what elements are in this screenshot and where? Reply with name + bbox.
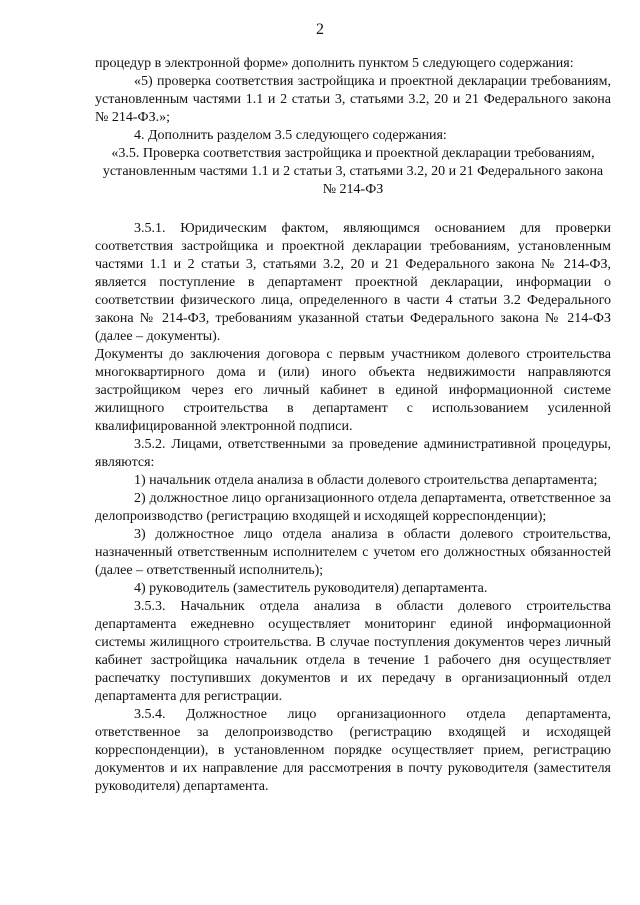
paragraph-continuation: процедур в электронной форме» дополнить пунктом 5 следующего содержания: (95, 56, 574, 71)
list-item-1: 1) начальник отдела анализа в области долевого строительства департамента; (134, 473, 598, 488)
document-body (95, 55, 611, 796)
paragraph-documents: Документы до заключения договора с первым участником долевого строительства многоквартирного дома и (или) иного объекта недвижимости направляются застройщиком через его личный кабинет в единой информационной системе жилищного строительства в департамент с использованием усиленной квалифицированной электронной подписи. (95, 347, 611, 434)
list-item-2: 2) должностное лицо организационного отдела департамента, ответственное за делопроизводство (регистрацию входящей и исходящей корреспонденции); (95, 491, 611, 524)
page-number: 2 (316, 21, 324, 38)
spacer (95, 199, 611, 220)
list-item-4: 4) руководитель (заместитель руководителя) департамента. (134, 581, 488, 596)
list-item-3: 3) должностное лицо отдела анализа в области долевого строительства, назначенный ответственным исполнителем с учетом его должностных обязанностей (далее – ответственный исполнитель); (95, 527, 611, 578)
paragraph-3-5-2: 3.5.2. Лицами, ответственными за проведение административной процедуры, являются: (95, 437, 611, 470)
paragraph-amendment-4: 4. Дополнить разделом 3.5 следующего содержания: (134, 128, 447, 143)
paragraph-3-5-3: 3.5.3. Начальник отдела анализа в области долевого строительства департамента ежедневно осуществляет мониторинг единой информационной системы жилищного строительства. В случае поступления документов через личный кабинет застройщика начальник отдела в течение 1 рабочего дня осуществляет распечатку поступивших документов и их передачу в организационный отдел департамента для регистрации. (95, 599, 611, 704)
paragraph-item-5: «5) проверка соответствия застройщика и проектной декларации требованиям, установленным частями 1.1 и 2 статьи 3, статьями 3.2, 20 и 21 Федерального закона № 214-ФЗ.»; (95, 74, 611, 125)
paragraph-3-5-4: 3.5.4. Должностное лицо организационного отдела департамента, ответственное за делопроизводство (регистрацию входящей и исходящей корреспонденции), в установленном порядке осуществляет прием, регистрацию документов и их направление для рассмотрения в почту руководителя (заместителя руководителя) департамента. (95, 707, 611, 794)
paragraph-3-5-1: 3.5.1. Юридическим фактом, являющимся основанием для проверки соответствия застройщика и проектной декларации требованиям, установленным частями 1.1 и 2 статьи 3, статьями 3.2, 20 и 21 Федерального закона № 214-ФЗ, является поступление в департамент проектной декларации, информации о соответствии физического лица, определенного в части 4 статьи 3.2 Федерального закона № 214-ФЗ, требованиям указанной статьи Федерального закона № 214-ФЗ (далее – документы). (95, 221, 611, 344)
section-heading-3-5: «3.5. Проверка соответствия застройщика и проектной декларации требованиям, установленным частями 1.1 и 2 статьи 3, статьями 3.2, 20 и 21 Федерального закона № 214-ФЗ (102, 146, 604, 197)
